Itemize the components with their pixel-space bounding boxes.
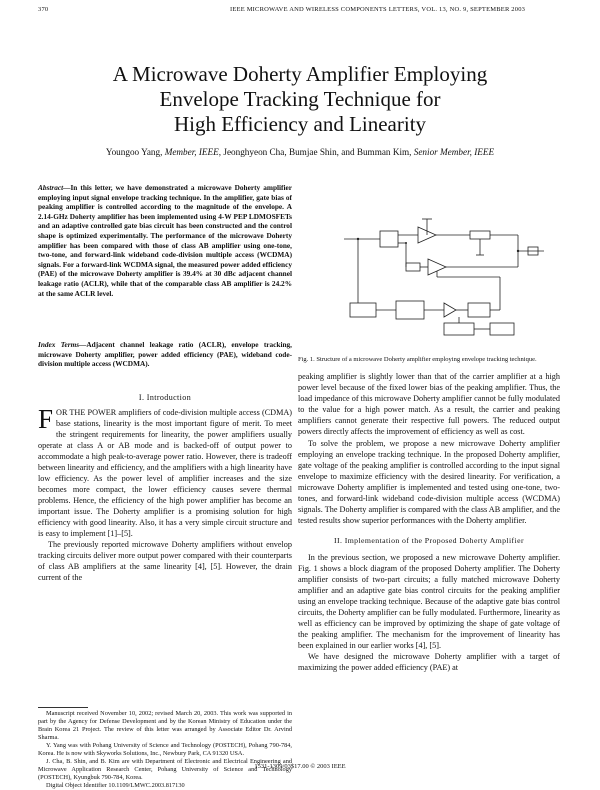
copyright-footer: 1531-1309/03$17.00 © 2003 IEEE <box>254 763 346 770</box>
author-name: Youngoo Yang, <box>105 147 163 157</box>
paragraph: The previously reported microwave Doherty amplifiers without envelop tracking circuits deliver more output power compared with their counterparts of class AB amplifiers at the same linearity [4], [5]. However, the drain current of the <box>38 540 292 582</box>
paper-title <box>0 62 600 137</box>
index-terms-label: Index Terms— <box>38 340 87 349</box>
title-line: Envelope Tracking Technique for <box>159 87 441 111</box>
footnote: Digital Object Identifier 10.1109/LMWC.2003.817130 <box>46 782 185 789</box>
paragraph: In the previous section, we proposed a new microwave Doherty amplifier. Fig. 1 shows a block diagram of the proposed Doherty amplifier. The Doherty amplifier consists of two-part circuits; a fully matched microwave Doherty amplifier and an adaptive gate bias control circuits for the peaking amplifier using an envelope tracking technique. Because of the adaptive gate bias control circuits, the Doherty amplifier can be fully modulated. Furthermore, linearity as well as efficiency can be improved by optimizing the shape of gate voltage of the peaking amplifier. The mechanism for the improvement of linearity has been explained in our earlier works [4], [5]. <box>298 553 560 650</box>
footnote: Y. Yang was with Pohang University of Science and Technology (POSTECH), Pohang 790-784, Korea. He is now with Skyworks Solutions, Inc., Newbury Park, CA 91320 USA. <box>38 742 292 757</box>
doherty-block-diagram-figure <box>340 211 550 345</box>
abstract <box>38 183 292 298</box>
abstract-text: In this letter, we have demonstrated a microwave Doherty amplifier employing input signal envelope tracking technique. In the amplifier, gate bias of peaking amplifier is controlled according to the magnitude of the envelope. A 2.14-GHz Doherty amplifier has been implemented using 4-W PEP LDMOSFETs and an adaptive controlled gate bias circuit has been constructed and the control shape is optimized experimentally. The performance of the microwave Doherty amplifier has been compared with those of class AB amplifier using one-tone, two-tone, and forward-link wideband code-division multiple access (WCDMA) signals. For a forward-link WCDMA signal, the measured power added efficiency (PAE) of the microwave Doherty amplifier is 39.4% at 30 dBc adjacent channel leakage ratio (ACLR), while that of the comparable class AB amplifier is 24.2% at the same ACLR level. <box>38 183 292 298</box>
paragraph: FOR THE POWER amplifiers of code-division multiple access (CDMA) base stations, linearity is the most important figure of merit. To meet the stringent requirements for linearity, the power amplifiers usually operate at class A or AB mode and is backed-off of output power to accommodate a high peak-to-average power ratio. However, there is tradeoff between linearity and efficiency, and the amplifiers with a high linearity have low efficiency. As the power level of amplifier increases and the size becomes more compact, the lower efficiency causes severe thermal problems. Hence, the efficiency of the high power amplifier has become an important issue. The Doherty amplifier is a promising solution for high efficiency with good linearity. Also, it has a very simple circuit structure and is easy to implement [1]–[5]. <box>38 404 292 538</box>
index-terms-text: Adjacent channel leakage ratio (ACLR), envelope tracking, microwave Doherty amplifier, power added efficiency (PAE), wideband code-division multiple access (WCDMA). <box>38 340 292 369</box>
paragraph: peaking amplifier is slightly lower than that of the carrier amplifier at a high power level because of the fixed lower bias of the peaking amplifier. Thus, the load impedance of this microwave Doherty amplifier cannot be fully modulated to the value for a high power match. As a result, the carrier and peaking amplifiers cannot generate their respective full powers. The reduced output powers directly affects the improvement of efficiency as well as cost. <box>298 372 560 436</box>
author-role: Senior Member, IEEE <box>413 147 495 157</box>
footnotes <box>38 710 292 790</box>
right-column-body <box>298 371 560 673</box>
author-list <box>0 147 600 157</box>
section-heading-implementation: II. Implementation of the Proposed Doherty Amplifier <box>334 536 524 545</box>
footnote: J. Cha, B. Shin, and B. Kim are with Department of Electronic and Electrical Engineering and Microwave Application Research Center, Pohang University of Science and Technology (POSTECH), Kyungbuk 790-784, Korea. <box>38 758 292 781</box>
author-role: Member, IEEE, <box>164 147 222 157</box>
index-terms <box>38 340 292 369</box>
section-heading-introduction: I. Introduction <box>138 393 192 402</box>
title-line: A Microwave Doherty Amplifier Employing <box>112 62 488 86</box>
footnote: Manuscript received November 10, 2002; revised March 20, 2003. This work was supported in part by the Agency for Defense Development and by the Korean Ministry of Education under the Brain Korea 21 Project. The review of this letter was arranged by Associate Editor Dr. Arvind Sharma. <box>38 710 292 741</box>
left-column-body <box>38 404 292 583</box>
paragraph: To solve the problem, we propose a new microwave Doherty amplifier employing an envelope tracking technique. In the proposed Doherty amplifier, gate voltage of the peaking amplifier is controlled according to the input signal envelope to maximize efficiency with the desired linearity. For verification, a microwave Doherty amplifier is implemented and tested using one-tone, two-tones, and forward-link wideband code-division multiple access (WCDMA) signals. The Doherty amplifier is compared with the class AB amplifier, and the tested results show superior performances with the Doherty amplifier. <box>298 439 560 525</box>
paragraph: We have designed the microwave Doherty amplifier with a target of maximizing the power added efficiency (PAE) at <box>298 652 560 672</box>
abstract-label: Abstract— <box>38 183 71 192</box>
drop-cap: F <box>38 404 54 434</box>
figure-caption: Fig. 1. Structure of a microwave Doherty amplifier employing envelope tracking technique. <box>298 356 537 363</box>
journal-header: IEEE MICROWAVE AND WIRELESS COMPONENTS LETTERS, VOL. 13, NO. 9, SEPTEMBER 2003 <box>230 6 526 13</box>
footnote-divider <box>38 707 88 708</box>
page-number: 370 <box>38 6 49 13</box>
title-line: High Efficiency and Linearity <box>173 112 427 136</box>
author-name: Jeonghyeon Cha, Bumjae Shin, and Bumman Kim, <box>223 147 412 157</box>
